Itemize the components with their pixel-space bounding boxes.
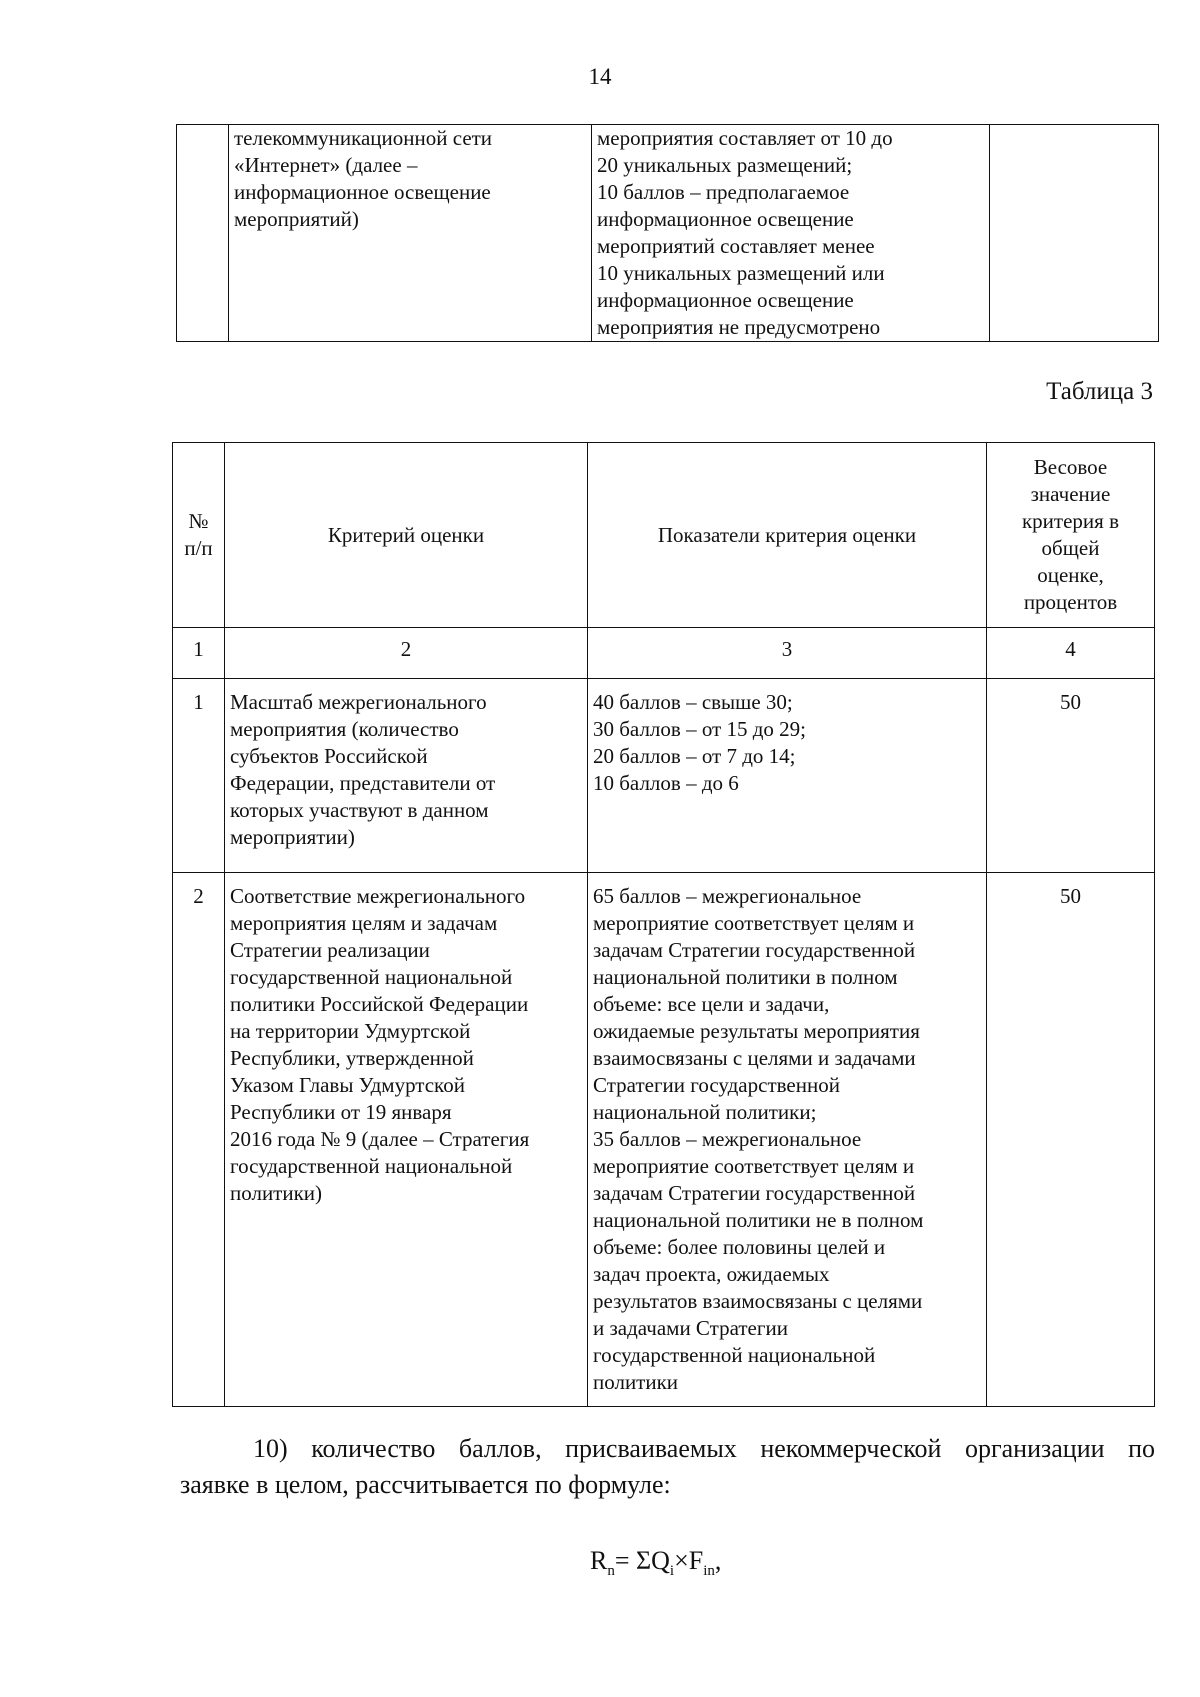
continued-criteria-table	[176, 124, 1159, 342]
formula-r-subscript: n	[607, 1563, 615, 1580]
paragraph-line: заявке в целом, рассчитывается по формуле:	[180, 1470, 671, 1499]
formula-f-subscript: in	[703, 1563, 715, 1580]
table-row	[173, 873, 1155, 1407]
indicators-cell: 40 баллов – свыше 30; 30 баллов – от 15 до 29; 20 баллов – от 7 до 14; 10 баллов – до 6	[588, 679, 987, 873]
table-row	[177, 125, 1159, 342]
paragraph-line: 10) количество баллов, присваиваемых некоммерческой организации по	[253, 1434, 1155, 1463]
body-paragraph	[180, 1431, 1155, 1503]
weight-cell: 50	[987, 679, 1155, 873]
header-weight: Весовое значение критерия в общей оценке, процентов	[987, 443, 1155, 628]
page-number: 14	[588, 64, 612, 89]
formula-tail: ,	[714, 1546, 722, 1575]
criterion-cell: телекоммуникационной сети «Интернет» (далее – информационное освещение мероприятий)	[229, 125, 592, 342]
formula-sum-q: = ΣQ	[614, 1546, 670, 1575]
header-row	[173, 443, 1155, 628]
header-number: № п/п	[173, 443, 225, 628]
indicators-cell: 65 баллов – межрегиональное мероприятие соответствует целям и задачам Стратегии государственной национальной политики в полном объеме: все цели и задачи, ожидаемые результаты мероприятия взаимосвязаны с целями и задачами Стратегии государственной национальной политики; 35 баллов – межрегиональное мероприятие соответствует целям и задачам Стратегии государственной национальной политики не в полном объеме: более половины целей и задач проекта, ожидаемых результатов взаимосвязаны с целями и задачами Стратегии государственной национальной политики	[588, 873, 987, 1407]
column-number: 4	[987, 628, 1155, 679]
row-number-cell: 2	[173, 873, 225, 1407]
column-number: 1	[173, 628, 225, 679]
column-number: 2	[225, 628, 588, 679]
weight-cell: 50	[987, 873, 1155, 1407]
indicators-cell: мероприятия составляет от 10 до 20 уникальных размещений; 10 баллов – предполагаемое информационное освещение мероприятий составляет менее 10 уникальных размещений или информационное освещение мероприятия не предусмотрено	[592, 125, 990, 342]
formula-r: R	[590, 1546, 608, 1575]
formula-q-subscript: i	[669, 1563, 675, 1580]
header-indicators: Показатели критерия оценки	[588, 443, 987, 628]
row-number-cell	[177, 125, 229, 342]
weight-cell	[990, 125, 1159, 342]
column-number-row	[173, 628, 1155, 679]
header-criterion: Критерий оценки	[225, 443, 588, 628]
criterion-cell: Соответствие межрегионального мероприятия целям и задачам Стратегии реализации государственной национальной политики Российской Федерации на территории Удмуртской Республики, утвержденной Указом Главы Удмуртской Республики от 19 января 2016 года № 9 (далее – Стратегия государственной национальной политики)	[225, 873, 588, 1407]
criterion-cell: Масштаб межрегионального мероприятия (количество субъектов Российской Федерации, представители от которых участвуют в данном мероприятии)	[225, 679, 588, 873]
formula	[590, 1546, 721, 1580]
evaluation-criteria-table	[172, 442, 1155, 1407]
formula-times-f: ×F	[674, 1546, 704, 1575]
table-caption: Таблица 3	[1046, 378, 1153, 405]
table-row	[173, 679, 1155, 873]
row-number-cell: 1	[173, 679, 225, 873]
column-number: 3	[588, 628, 987, 679]
